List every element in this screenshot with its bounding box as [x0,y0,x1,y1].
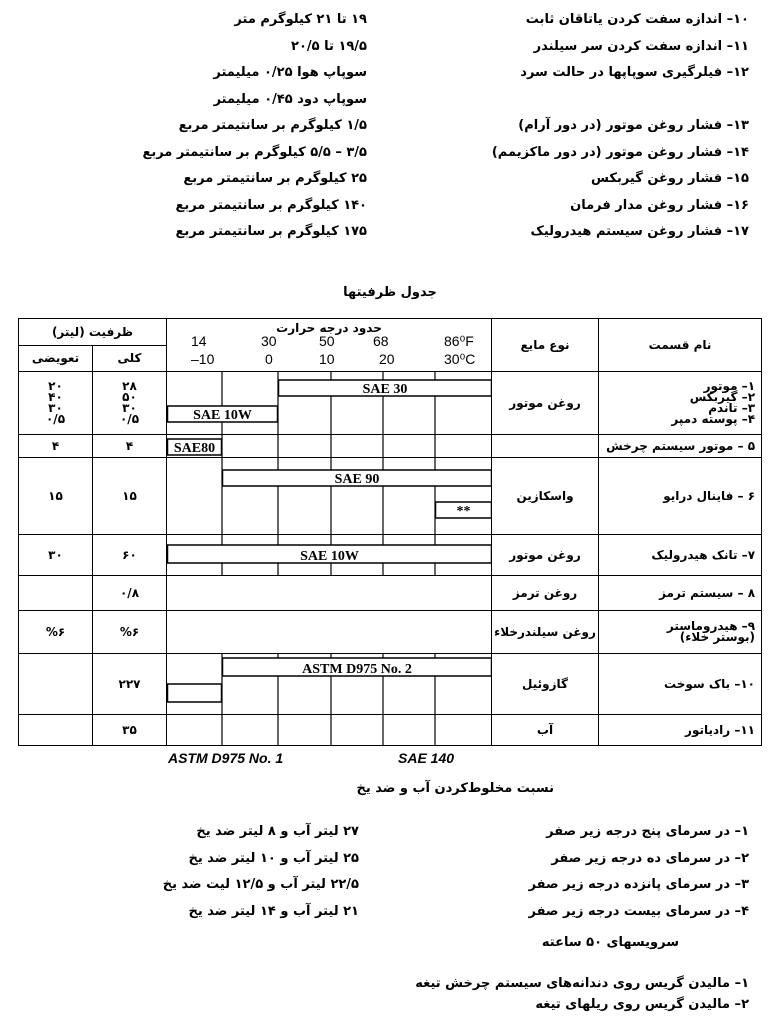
spec-list [0,8,779,247]
mix-label: ۴– در سرمای بیست درجه زیر صفر [528,903,749,919]
temp-f-tick: 86⁰F [444,333,474,349]
temp-f-tick: 50 [319,333,335,349]
temp-range-title: حدود درجه حرارت [276,321,382,335]
temp-grid-cell [167,611,492,654]
oil-grade-label: SAE 10W [300,549,359,564]
part-header: نام قسمت [599,319,762,372]
spec-label: ۱۲– فیلرگیری سوپاپها در حالت سرد [520,65,749,80]
replace-value: %۶ [45,624,66,639]
part-line: ۳– تاندم [708,401,756,415]
temp-range-header [167,319,492,372]
part-cell [599,458,762,535]
part-cell [599,611,762,654]
part-line: ۷– تانک هیدرولیک [651,547,756,562]
spec-value: سوپاپ دود ۰/۴۵ میلیمتر [213,91,367,107]
part-line: ۴– پوسته دمپر [671,412,756,426]
temp-f-tick: 14 [191,333,207,349]
fluid-cell: روغن سیلندرخلاء [492,611,599,654]
spec-value: سوپاپ هوا ۰/۲۵ میلیمتر [213,65,367,80]
fluid-header: نوع مایع [492,319,599,372]
part-line: (بوستر خلاء) [679,630,756,644]
table-row [19,654,762,715]
mix-list [0,820,779,926]
temp-grid [167,535,492,575]
temp-c-tick: –10 [191,351,215,367]
replace-value: ۴۰ [48,390,63,404]
temp-c-tick: 10 [319,351,335,367]
temp-c-tick: 0 [265,351,273,367]
spec-label: ۱۰– اندازه سفت کردن یاتاقان ثابت [525,12,749,27]
replace-cell [19,458,93,535]
sae140-label: SAE 140 [398,750,455,766]
part-line: ۶ – فاینال درایو [663,488,756,503]
part-line: ۵ – موتور سیستم چرخش [606,438,756,453]
spec-label: ۱۴– فشار روغن موتور (در دور ماکزیمم) [491,144,749,160]
spec-value: ۱۹ تا ۲۱ کیلوگرم متر [234,12,367,27]
table-row [19,715,762,746]
spec-row [0,114,779,141]
total-cell [93,611,167,654]
total-value: ۵۰ [122,390,137,404]
fluid-cell: روغن موتور [492,535,599,576]
part-cell [599,576,762,611]
replace-value: ۳۰ [48,401,63,415]
part-cell [599,715,762,746]
spec-row [0,194,779,221]
replace-header: تعویضی [19,345,93,372]
replace-cell [19,654,93,715]
spec-label: ۱۳– فشار روغن موتور (در دور آرام) [518,118,749,133]
table-row [19,611,762,654]
temp-grid [167,654,492,714]
total-value: ۳۵ [122,722,137,737]
temp-grid [167,458,492,534]
total-cell [93,576,167,611]
replace-cell [19,435,93,458]
oil-grade-label: SAE 10W [193,408,252,423]
temp-grid-cell [167,458,492,535]
total-cell [93,715,167,746]
table-row [19,435,762,458]
temp-grid [167,576,492,610]
spec-row [0,35,779,62]
total-value: %۶ [119,624,140,639]
total-value: ۲۲۷ [118,676,141,691]
mix-title: نسبت مخلوط‌کردن آب و ضد یخ [356,781,554,796]
fluid-cell [492,435,599,458]
total-cell [93,372,167,435]
temp-grid-cell [167,372,492,435]
spec-row [0,141,779,168]
spec-value: ۳/۵ – ۵/۵ کیلوگرم بر سانتیمتر مربع [142,144,367,160]
total-value: ۰/۸ [119,585,140,600]
replace-cell [19,576,93,611]
temp-grid [167,715,492,745]
service-title: سرویسهای ۵۰ ساعته [541,935,679,950]
spec-label: ۱۷– فشار روغن سیستم هیدرولیک [530,224,749,239]
spec-label: ۱۶– فشار روغن مدار فرمان [570,197,749,213]
temp-c-tick: 30⁰C [444,351,476,367]
oil-grade-label: ** [456,504,471,519]
temp-grid-cell [167,654,492,715]
spec-label: ۱۵– فشار روغن گیربکس [591,171,749,186]
service-list [0,975,779,1017]
total-value: ۱۵ [122,488,137,503]
table-row [19,535,762,576]
service-label: ۱– مالیدن گریس روی دندانه‌های سیستم چرخش تیغه [415,976,749,991]
part-line: ۲– گیربکس [689,390,756,404]
total-cell [93,458,167,535]
temp-grid-cell [167,715,492,746]
total-value: ۰/۵ [119,412,140,426]
fluid-cell: روغن موتور [492,372,599,435]
oil-grade-label: ASTM D975 No. 2 [302,662,412,677]
mix-row [0,873,779,900]
spec-value: ۱۴۰ کیلوگرم بر سانتیمتر مربع [175,197,367,213]
total-value: ۳۰ [122,401,137,415]
fluid-cell: آب [492,715,599,746]
table-row [19,372,762,435]
mix-value: ۲۵ لیتر آب و ۱۰ لیتر ضد یخ [188,850,359,866]
spec-row [0,220,779,247]
total-cell [93,435,167,458]
replace-cell [19,372,93,435]
temp-grid-cell [167,576,492,611]
spec-label: ۱۱– اندازه سفت کردن سر سیلندر [533,38,749,54]
replace-cell [19,611,93,654]
capacity-header: ظرفیت (لیتر) [19,319,167,346]
part-cell [599,372,762,435]
total-value: ۲۸ [122,379,137,393]
service-label: ۲– مالیدن گریس روی ریلهای تیغه [535,997,749,1012]
table-title: جدول ظرفیتها [343,285,437,300]
part-cell [599,654,762,715]
oil-range-bar [168,684,222,702]
mix-value: ۲۱ لیتر آب و ۱۴ لیتر ضد یخ [188,903,359,919]
part-cell [599,435,762,458]
replace-cell [19,715,93,746]
temp-grid [167,611,492,653]
mix-label: ۳– در سرمای پانزده درجه زیر صفر [528,877,749,892]
replace-value: ۰/۵ [45,412,66,426]
temp-c-tick: 20 [379,351,395,367]
temp-f-tick: 68 [373,333,389,349]
mix-label: ۱– در سرمای پنج درجه زیر صفر [546,824,749,839]
replace-cell [19,535,93,576]
table-row [19,458,762,535]
replace-value: ۱۵ [48,488,63,503]
spec-value: ۱۹/۵ تا ۲۰/۵ [291,38,367,54]
service-row [0,975,779,996]
table-row [19,576,762,611]
part-line: ۹– هیدروماستر [666,619,756,633]
mix-value: ۲۷ لیتر آب و ۸ لیتر ضد یخ [196,824,359,839]
service-row [0,996,779,1017]
capacity-table [18,318,762,746]
oil-grade-label: SAE80 [173,441,216,456]
part-line: ۱۰– باک سوخت [664,676,756,691]
temp-grid-cell [167,435,492,458]
spec-value: ۱۷۵ کیلوگرم بر سانتیمتر مربع [175,224,367,239]
oil-grade-label: SAE 30 [362,382,408,397]
fluid-cell: واسکازین [492,458,599,535]
replace-value: ۲۰ [48,379,63,393]
temp-grid [167,372,492,434]
mix-row [0,820,779,847]
spec-value: ۲۵ کیلوگرم بر سانتیمتر مربع [183,171,367,186]
total-cell [93,654,167,715]
total-header: کلی [93,345,167,372]
total-value: ۴ [125,438,134,453]
fluid-cell: روغن ترمز [492,576,599,611]
temp-f-tick: 30 [261,333,277,349]
astm-no1-label: ASTM D975 No. 1 [168,750,284,766]
spec-row [0,8,779,35]
spec-row [0,61,779,88]
replace-value: ۴ [51,438,60,453]
part-cell [599,535,762,576]
replace-value: ۳۰ [48,547,63,562]
mix-row [0,847,779,874]
mix-label: ۲– در سرمای ده درجه زیر صفر [551,850,749,866]
fluid-cell: گازوئیل [492,654,599,715]
part-line: ۸ – سیستم ترمز [659,585,756,600]
oil-grade-label: SAE 90 [334,472,380,487]
spec-value: ۱/۵ کیلوگرم بر سانتیمتر مربع [178,118,367,133]
part-line: ۱۱– رادیاتور [685,722,756,737]
spec-row [0,167,779,194]
mix-value: ۲۲/۵ لیتر آب و ۱۲/۵ لیت ضد یخ [162,877,359,892]
total-cell [93,535,167,576]
temp-grid [167,435,492,457]
mix-row [0,900,779,927]
spec-row [0,88,779,115]
part-line: ۱– موتور [703,379,756,393]
total-value: ۶۰ [122,547,137,562]
temp-grid-cell [167,535,492,576]
